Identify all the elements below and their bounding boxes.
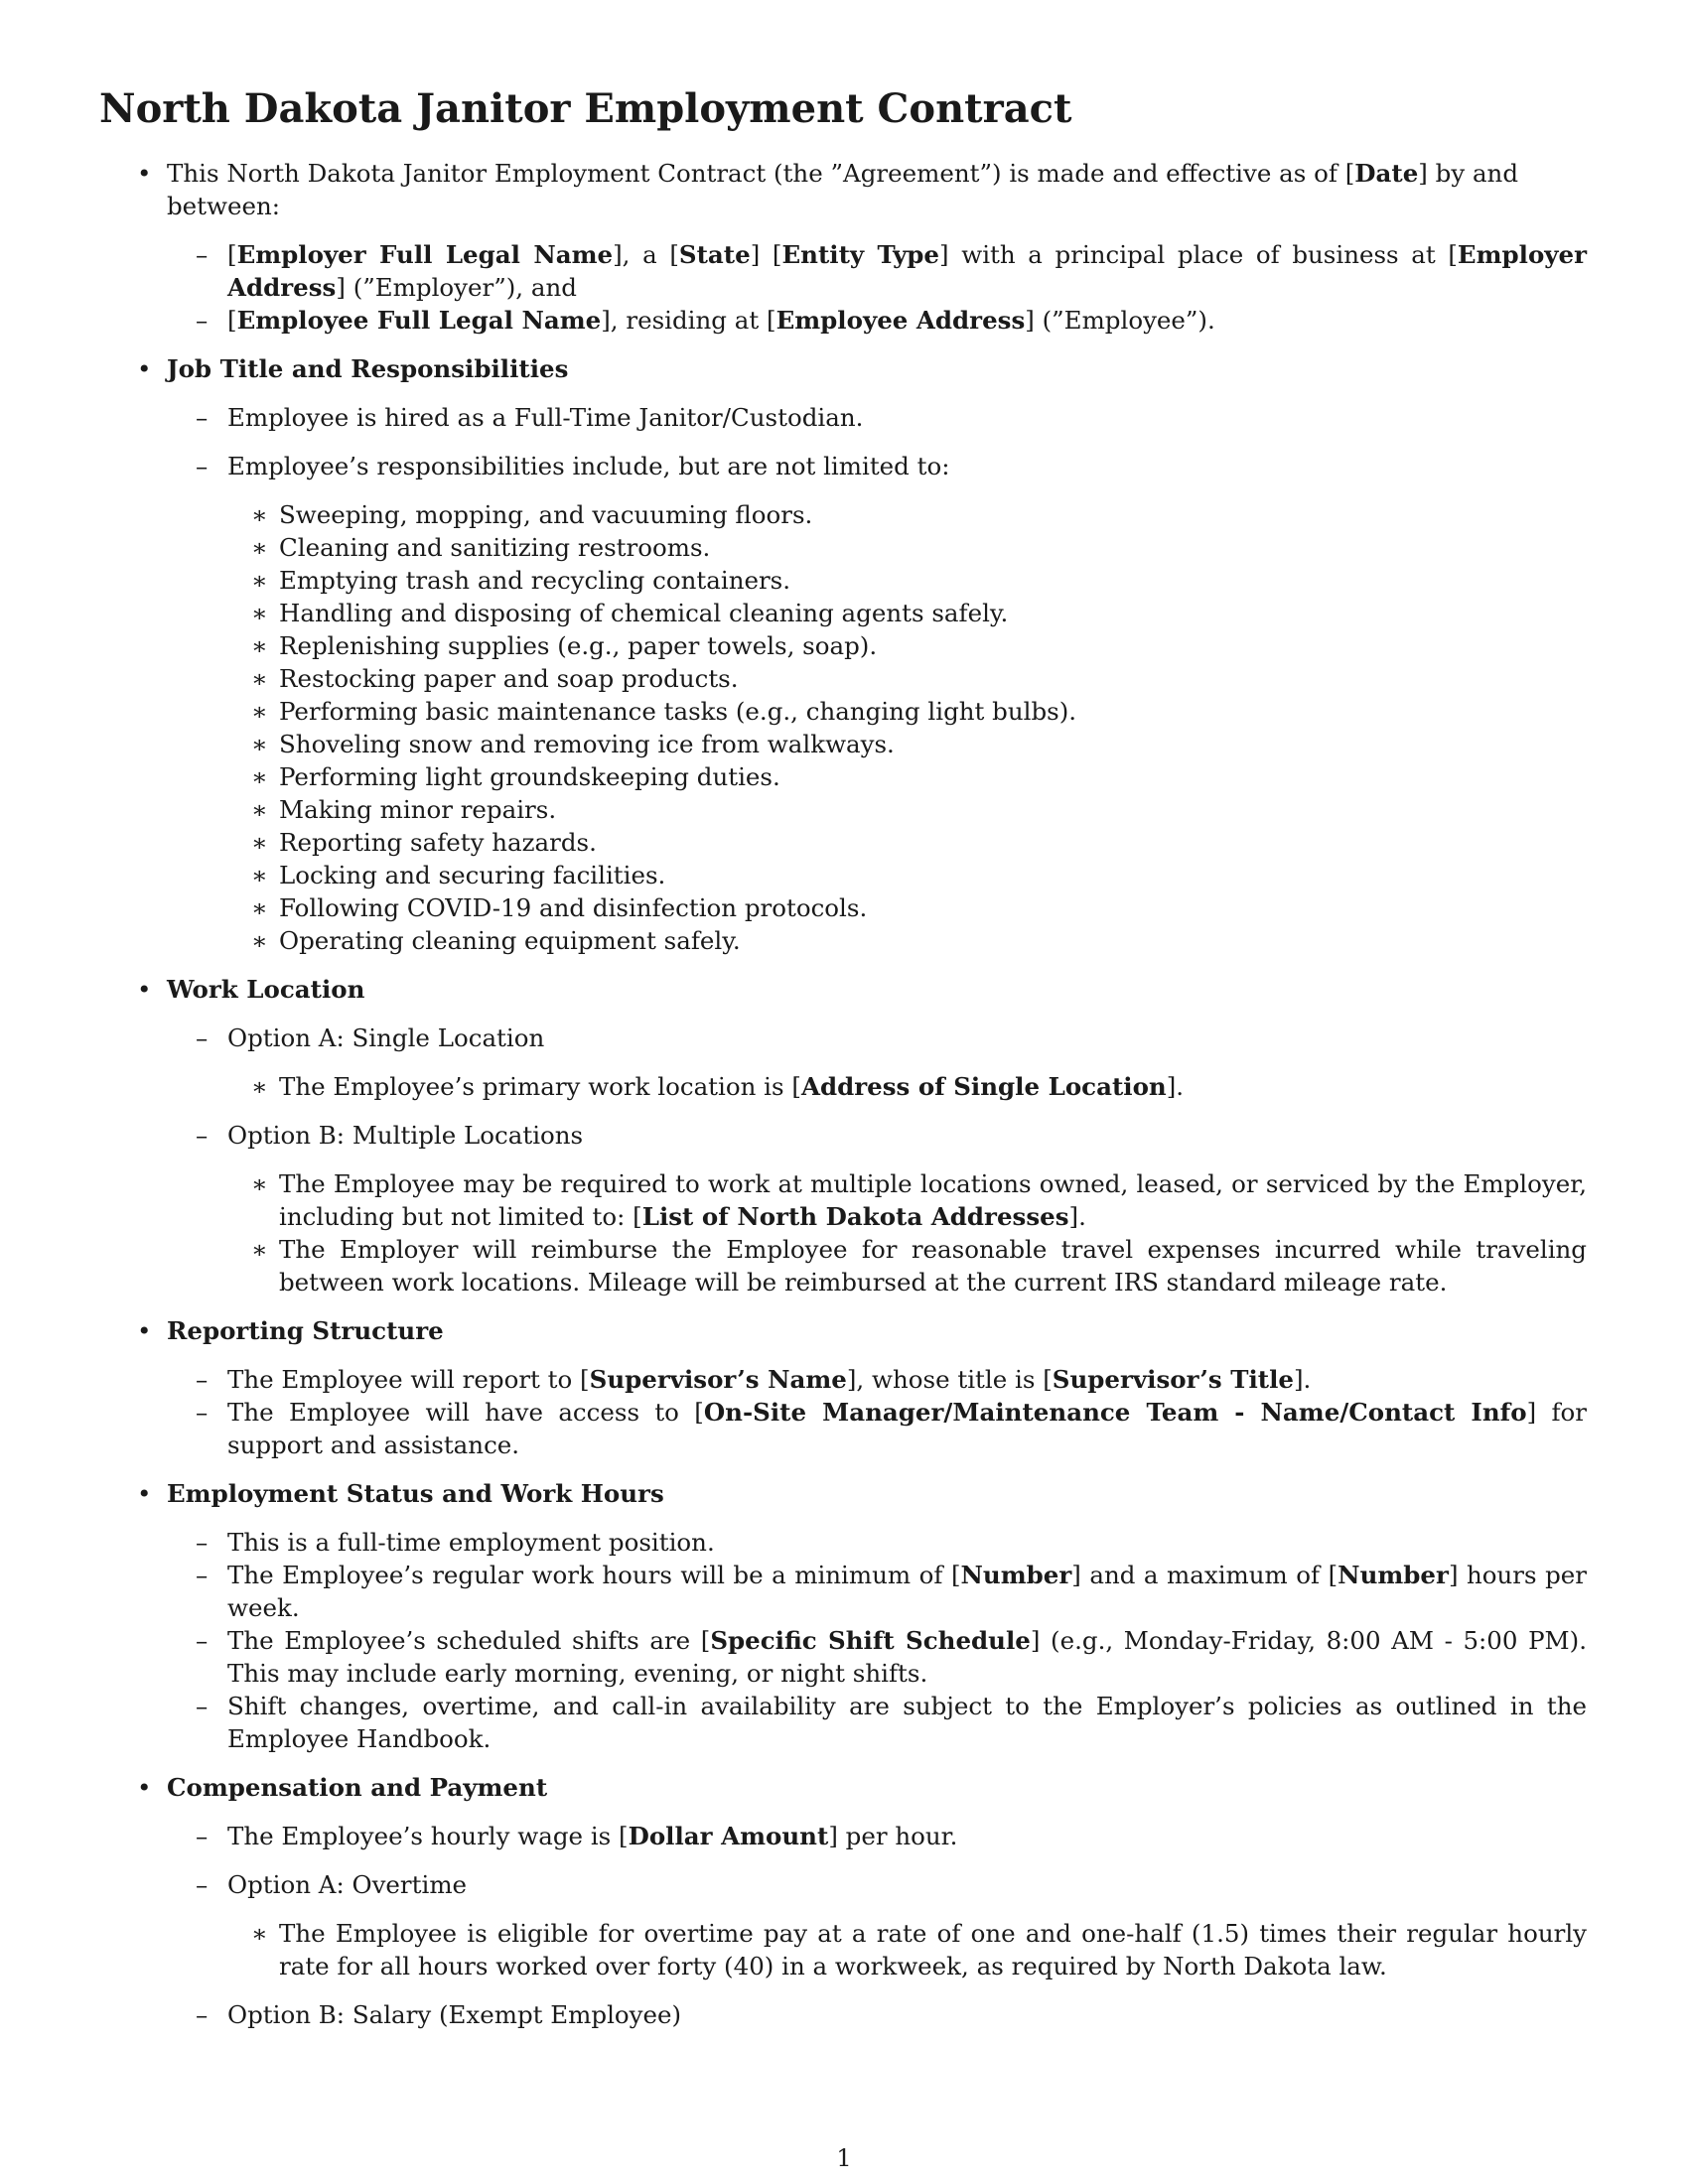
employee-party: – [Employee Full Legal Name], residing at [Employee Address] (”Employee”). [196, 306, 1215, 335]
compensation-option-a: – Option A: Overtime [196, 1870, 468, 1899]
list-item: ∗ Making minor repairs. [251, 795, 557, 824]
dash-icon: – [196, 1870, 209, 1899]
list-item: ∗ Shoveling snow and removing ice from walkways. [251, 730, 895, 758]
list-item: ∗ Handling and disposing of chemical cleaning agents safely. [251, 599, 1009, 627]
page-number: 1 [836, 2144, 852, 2172]
star-icon: ∗ [251, 1169, 268, 1198]
star-icon: ∗ [251, 795, 268, 824]
list-item: ∗ Performing light groundskeeping duties. [251, 762, 780, 791]
date-field: Date [1354, 159, 1419, 188]
list-item: ∗ Replenishing supplies (e.g., paper towels, soap). [251, 631, 878, 660]
star-icon: ∗ [251, 697, 268, 726]
star-icon: ∗ [251, 1235, 268, 1264]
list-item: ∗ Cleaning and sanitizing restrooms. [251, 533, 711, 562]
dash-icon: – [196, 1121, 209, 1150]
star-icon: ∗ [251, 926, 268, 955]
duties-list [99, 498, 1587, 957]
bullet-icon: • [137, 1316, 152, 1345]
location-option-b: – Option B: Multiple Locations [196, 1121, 584, 1150]
section-heading-reporting: • Reporting Structure [137, 1316, 444, 1345]
list-item: ∗ Locking and securing facilities. [251, 861, 666, 889]
section-heading-job: • Job Title and Responsibilities [137, 354, 569, 383]
list-item: ∗ Sweeping, mopping, and vacuuming floors. [251, 500, 813, 529]
star-icon: ∗ [251, 893, 268, 922]
list-item: ∗ Following COVID-19 and disinfection protocols. [251, 893, 868, 922]
page-title: North Dakota Janitor Employment Contract [99, 85, 1072, 132]
location-travel: ∗ The Employer will reimburse the Employee for reasonable travel expenses incurred while traveling between work locations. Mileage will be reimbursed at the current IRS standard mileage rate. [251, 1235, 1587, 1297]
list-item: ∗ Reporting safety hazards. [251, 828, 597, 857]
star-icon: ∗ [251, 566, 268, 595]
bullet-icon: • [137, 1479, 152, 1508]
section-heading-status: • Employment Status and Work Hours [137, 1479, 664, 1508]
intro-item: • This North Dakota Janitor Employment Contract (the ”Agreement”) is made and effective as of [Date] by and between: [137, 159, 1519, 220]
list-item: ∗ Performing basic maintenance tasks (e.g., changing light bulbs). [251, 697, 1077, 726]
list-item: ∗ Operating cleaning equipment safely. [251, 926, 741, 955]
star-icon: ∗ [251, 1072, 268, 1101]
star-icon: ∗ [251, 500, 268, 529]
dash-icon: – [196, 1365, 209, 1394]
dash-icon: – [196, 1822, 209, 1850]
dash-icon: – [196, 1561, 209, 1589]
dash-icon: – [196, 1398, 209, 1427]
dash-icon: – [196, 1024, 209, 1052]
bullet-icon: • [137, 354, 152, 383]
job-hired: – Employee is hired as a Full-Time Janitor/Custodian. [196, 403, 864, 432]
star-icon: ∗ [251, 599, 268, 627]
compensation-option-b: – Option B: Salary (Exempt Employee) [196, 2000, 682, 2029]
dash-icon: – [196, 403, 209, 432]
dash-icon: – [196, 1626, 209, 1655]
location-option-b-text: ∗ The Employee may be required to work at multiple locations owned, leased, or serviced by the Employer, including but not limited to: [List of North Dakota Addresses]. [251, 1169, 1587, 1231]
bullet-icon: • [137, 1773, 152, 1802]
section-heading-location: • Work Location [137, 975, 365, 1004]
dash-icon: – [196, 306, 209, 335]
star-icon: ∗ [251, 631, 268, 660]
status-changes: – Shift changes, overtime, and call-in availability are subject to the Employer’s policies as outlined in the Employee Handbook. [196, 1692, 1587, 1753]
list-item: ∗ Restocking paper and soap products. [251, 664, 739, 693]
reporting-supervisor: – The Employee will report to [Supervisor’s Name], whose title is [Supervisor’s Title]. [196, 1365, 1312, 1394]
status-shifts: – The Employee’s scheduled shifts are [Specific Shift Schedule] (e.g., Monday-Friday, 8:00 AM - 5:00 PM). This may include early morning, evening, or night shifts. [196, 1626, 1587, 1688]
contract-document [99, 85, 1587, 2031]
dash-icon: – [196, 1528, 209, 1557]
job-resp-intro: – Employee’s responsibilities include, but are not limited to: [196, 452, 950, 480]
status-hours: – The Employee’s regular work hours will be a minimum of [Number] and a maximum of [Number] hours per week. [196, 1561, 1587, 1622]
compensation-wage: – The Employee’s hourly wage is [Dollar Amount] per hour. [196, 1822, 958, 1850]
location-option-a: – Option A: Single Location [196, 1024, 545, 1052]
compensation-overtime: ∗ The Employee is eligible for overtime pay at a rate of one and one-half (1.5) times their regular hourly rate for all hours worked over forty (40) in a workweek, as required by North Dakota law. [251, 1919, 1587, 1980]
status-fulltime: – This is a full-time employment position. [196, 1528, 715, 1557]
star-icon: ∗ [251, 762, 268, 791]
list-item: ∗ Emptying trash and recycling containers. [251, 566, 791, 595]
star-icon: ∗ [251, 664, 268, 693]
star-icon: ∗ [251, 533, 268, 562]
reporting-onsite: – The Employee will have access to [On-Site Manager/Maintenance Team - Name/Contact Info] for support and assistance. [196, 1398, 1587, 1459]
location-option-a-text: ∗ The Employee’s primary work location is [Address of Single Location]. [251, 1072, 1185, 1101]
dash-icon: – [196, 452, 209, 480]
dash-icon: – [196, 240, 209, 269]
bullet-icon: • [137, 159, 152, 188]
section-heading-compensation: • Compensation and Payment [137, 1773, 548, 1802]
bullet-icon: • [137, 975, 152, 1004]
star-icon: ∗ [251, 1919, 268, 1948]
star-icon: ∗ [251, 730, 268, 758]
dash-icon: – [196, 1692, 209, 1720]
employer-party: – [Employer Full Legal Name], a [State] [Entity Type] with a principal place of business at [Employer Address] (”Employer”), and [196, 240, 1588, 302]
star-icon: ∗ [251, 861, 268, 889]
dash-icon: – [196, 2000, 209, 2029]
star-icon: ∗ [251, 828, 268, 857]
